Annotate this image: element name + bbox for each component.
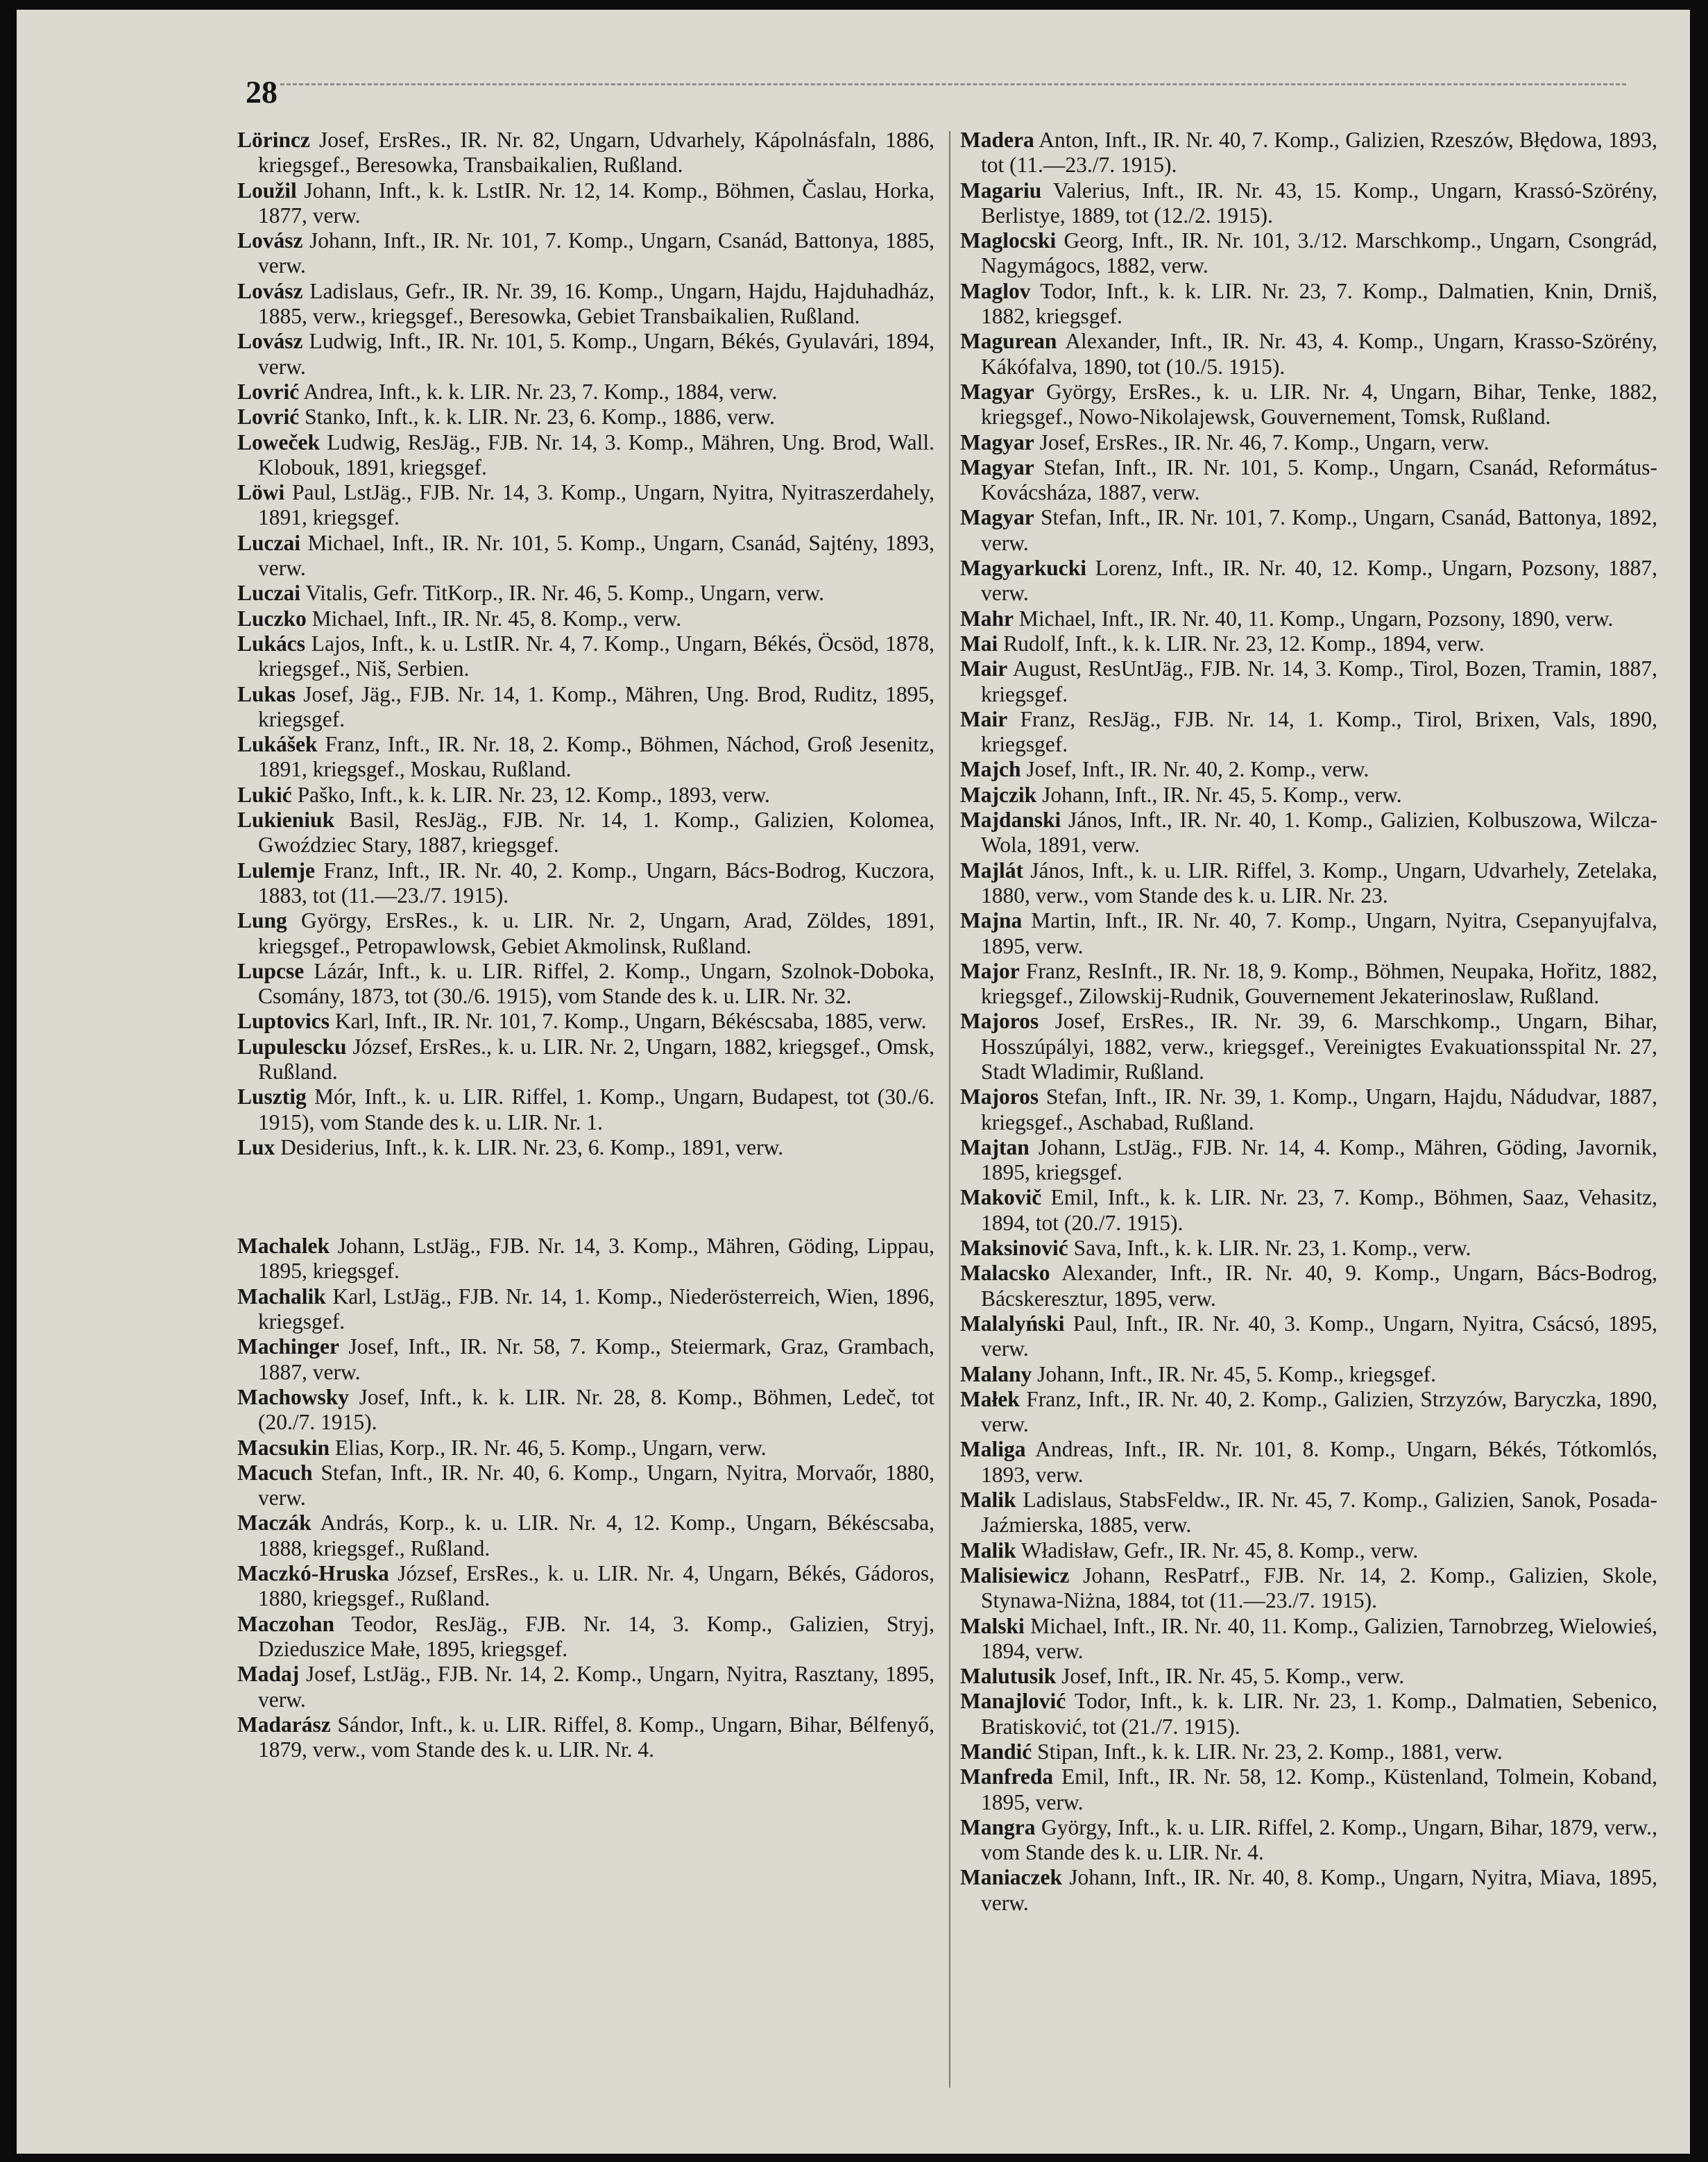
casualty-entry bbox=[237, 1334, 934, 1385]
casualty-entry bbox=[237, 1612, 934, 1662]
casualty-entry bbox=[960, 1563, 1657, 1614]
entry-details: Ludwig, ResJäg., FJB. Nr. 14, 3. Komp., Mähren, Ung. Brod, Wall. Klobouk, 1891, kriegsgef. bbox=[258, 429, 934, 479]
entry-details: Franz, Inft., IR. Nr. 40, 2. Komp., Ungarn, Bács-Bodrog, Kuczora, 1883, tot (11.—23./7. 1915). bbox=[258, 858, 935, 908]
left-column bbox=[237, 128, 934, 1762]
entry-details: Paul, LstJäg., FJB. Nr. 14, 3. Komp., Ungarn, Nyitra, Nyitraszerdahely, 1891, kriegsgef. bbox=[258, 480, 934, 530]
casualty-entry bbox=[960, 1614, 1657, 1665]
entry-details: Ladislaus, Gefr., IR. Nr. 39, 16. Komp., Ungarn, Hajdu, Hajduhadház, 1885, verw., kriegsgef., Beresowka, Gebiet Transbaikalien, Rußland. bbox=[258, 278, 935, 329]
entry-details: Stipan, Inft., k. k. LIR. Nr. 23, 2. Komp., 1881, verw. bbox=[1037, 1739, 1503, 1764]
casualty-entry bbox=[960, 329, 1657, 380]
entry-surname: Lusztig bbox=[237, 1084, 307, 1109]
entry-surname: Lovrić bbox=[237, 379, 300, 404]
casualty-entry bbox=[960, 959, 1657, 1010]
casualty-entry bbox=[960, 1865, 1657, 1916]
casualty-entry bbox=[237, 908, 934, 959]
casualty-entry bbox=[960, 631, 1657, 656]
casualty-entry bbox=[960, 1488, 1657, 1538]
entry-surname: Lovrić bbox=[237, 405, 300, 429]
casualty-entry bbox=[237, 228, 934, 279]
entry-details: Anton, Inft., IR. Nr. 40, 7. Komp., Galizien, Rzeszów, Błędowa, 1893, tot (11.—23./7. 1915). bbox=[981, 128, 1657, 178]
entry-surname: Loweček bbox=[237, 429, 320, 454]
casualty-entry bbox=[237, 732, 934, 783]
entry-surname: Majtan bbox=[960, 1134, 1030, 1159]
entry-details: Josef, Inft., IR. Nr. 40, 2. Komp., verw. bbox=[1026, 757, 1369, 782]
entry-details: Lorenz, Inft., IR. Nr. 40, 12. Komp., Ungarn, Pozsony, 1887, verw. bbox=[981, 556, 1657, 606]
casualty-entry bbox=[237, 405, 934, 429]
casualty-entry bbox=[960, 1387, 1657, 1438]
casualty-entry bbox=[960, 1538, 1657, 1563]
entry-surname: Maczák bbox=[237, 1510, 311, 1535]
entry-surname: Malutusik bbox=[960, 1664, 1057, 1689]
entry-details: Franz, ResJäg., FJB. Nr. 14, 1. Komp., Tirol, Brixen, Vals, 1890, kriegsgef. bbox=[981, 706, 1657, 757]
casualty-entry bbox=[960, 228, 1657, 279]
entry-details: Sava, Inft., k. k. LIR. Nr. 23, 1. Komp., verw. bbox=[1073, 1236, 1471, 1261]
entry-details: György, ErsRes., k. u. LIR. Nr. 2, Ungarn, Arad, Zöldes, 1891, kriegsgef., Petropawlowsk, Gebiet Akmolinsk, Rußland. bbox=[258, 908, 934, 958]
entry-surname: Machalek bbox=[237, 1234, 330, 1259]
entry-details: Johann, Inft., IR. Nr. 45, 5. Komp., kriegsgef. bbox=[1037, 1361, 1436, 1386]
entry-details: György, ErsRes., k. u. LIR. Nr. 4, Ungarn, Bihar, Tenke, 1882, kriegsgef., Nowo-Nikolajewsk, Gouvernement, Tomsk, Rußland. bbox=[981, 379, 1658, 429]
entry-surname: Lukas bbox=[237, 681, 296, 706]
entry-surname: Majlát bbox=[960, 858, 1023, 883]
entry-details: Johann, ResPatrf., FJB. Nr. 14, 2. Komp., Galizien, Skole, Stynawa-Niżna, 1884, tot (11.—23./7. 1915). bbox=[981, 1563, 1657, 1613]
entry-details: Emil, Inft., IR. Nr. 58, 12. Komp., Küstenland, Tolmein, Koband, 1895, verw. bbox=[981, 1764, 1658, 1814]
entry-details: Josef, ErsRes., IR. Nr. 82, Ungarn, Udvarhely, Kápolnásfaln, 1886, kriegsgef., Beresowka, Transbaikalien, Rußland. bbox=[258, 128, 934, 178]
entry-surname: Maczohan bbox=[237, 1611, 334, 1636]
casualty-entry bbox=[960, 1689, 1657, 1739]
entry-details: Karl, LstJäg., FJB. Nr. 14, 1. Komp., Niederösterreich, Wien, 1896, kriegsgef. bbox=[258, 1284, 934, 1334]
entry-details: János, Inft., IR. Nr. 40, 1. Komp., Galizien, Kolbuszowa, Wilcza-Wola, 1891, verw. bbox=[981, 808, 1658, 858]
casualty-entry bbox=[960, 455, 1657, 506]
entry-surname: Madera bbox=[960, 128, 1034, 152]
entry-details: Stefan, Inft., IR. Nr. 39, 1. Komp., Ungarn, Hajdu, Nádudvar, 1887, kriegsgef., Aschabad, Rußland. bbox=[981, 1084, 1658, 1134]
entry-details: Josef, ErsRes., IR. Nr. 46, 7. Komp., Ungarn, verw. bbox=[1039, 429, 1489, 454]
entry-surname: Lung bbox=[237, 908, 287, 933]
entry-surname: Madarász bbox=[237, 1712, 331, 1737]
entry-surname: Malik bbox=[960, 1488, 1016, 1513]
entry-surname: Lupulescku bbox=[237, 1034, 347, 1059]
casualty-entry bbox=[237, 1284, 934, 1335]
casualty-entry bbox=[237, 531, 934, 581]
entry-surname: Macuch bbox=[237, 1460, 313, 1485]
casualty-entry bbox=[960, 908, 1657, 959]
entry-surname: Lukács bbox=[237, 631, 306, 656]
entry-details: Johann, LstJäg., FJB. Nr. 14, 3. Komp., Mähren, Göding, Lippau, 1895, kriegsgef. bbox=[258, 1234, 934, 1284]
casualty-entry bbox=[237, 380, 934, 405]
casualty-entry bbox=[237, 1510, 934, 1561]
entry-details: Alexander, Inft., IR. Nr. 40, 9. Komp., Ungarn, Bács-Bodrog, Bácskeresztur, 1895, verw. bbox=[981, 1261, 1657, 1311]
entry-surname: Lovász bbox=[237, 228, 303, 253]
entry-details: Johann, LstJäg., FJB. Nr. 14, 4. Komp., Mähren, Göding, Javornik, 1895, kriegsgef. bbox=[981, 1134, 1658, 1185]
entry-surname: Machowsky bbox=[237, 1384, 350, 1409]
entry-surname: Lulemje bbox=[237, 858, 315, 883]
entry-surname: Magyar bbox=[960, 454, 1034, 479]
entry-details: Paul, Inft., IR. Nr. 40, 3. Komp., Ungarn, Nyitra, Csácsó, 1895, verw. bbox=[981, 1311, 1657, 1361]
entry-surname: Luczai bbox=[237, 530, 300, 555]
entry-details: Martin, Inft., IR. Nr. 40, 7. Komp., Ungarn, Nyitra, Csepanyujfalva, 1895, verw. bbox=[981, 908, 1657, 958]
entry-details: Todor, Inft., k. k. LIR. Nr. 23, 1. Komp., Dalmatien, Sebenico, Bratisković, tot (21./7. 1915). bbox=[981, 1689, 1658, 1739]
entry-details: György, Inft., k. u. LIR. Riffel, 2. Komp., Ungarn, Bihar, 1879, verw., vom Stande des k. u. LIR. Nr. 4. bbox=[981, 1814, 1657, 1865]
entry-surname: Maczkó-Hruska bbox=[237, 1561, 389, 1586]
casualty-entry bbox=[237, 1662, 934, 1712]
casualty-entry bbox=[960, 505, 1657, 556]
entry-details: Franz, Inft., IR. Nr. 18, 2. Komp., Böhmen, Náchod, Groß Jesenitz, 1891, kriegsgef., Moskau, Rußland. bbox=[258, 732, 935, 782]
entry-details: Stefan, Inft., IR. Nr. 101, 5. Komp., Ungarn, Csanád, Református-Kovácsháza, 1887, verw. bbox=[981, 454, 1658, 505]
casualty-entry bbox=[237, 1135, 934, 1160]
casualty-entry bbox=[237, 1561, 934, 1612]
entry-surname: Maniaczek bbox=[960, 1865, 1062, 1890]
casualty-entry bbox=[237, 606, 934, 631]
entry-surname: Magyar bbox=[960, 379, 1034, 404]
casualty-entry bbox=[960, 1261, 1657, 1311]
casualty-entry bbox=[237, 128, 934, 178]
entry-surname: Lux bbox=[237, 1134, 275, 1159]
scanned-page bbox=[17, 10, 1690, 2154]
entry-surname: Malski bbox=[960, 1613, 1025, 1638]
entry-surname: Magyar bbox=[960, 429, 1034, 454]
entry-details: Valerius, Inft., IR. Nr. 43, 15. Komp., Ungarn, Krassó-Szörény, Berlistye, 1889, tot (12./2. 1915). bbox=[981, 178, 1658, 228]
entry-details: Michael, Inft., IR. Nr. 45, 8. Komp., verw. bbox=[311, 606, 682, 631]
casualty-entry bbox=[237, 1436, 934, 1461]
header-rule bbox=[280, 83, 1626, 85]
entry-details: Rudolf, Inft., k. k. LIR. Nr. 23, 12. Komp., 1894, verw. bbox=[1003, 631, 1485, 656]
casualty-entry bbox=[237, 959, 934, 1010]
entry-surname: Majoros bbox=[960, 1084, 1039, 1109]
entry-details: Josef, Jäg., FJB. Nr. 14, 1. Komp., Mähren, Ung. Brod, Ruditz, 1895, kriegsgef. bbox=[258, 681, 934, 731]
casualty-entry bbox=[960, 279, 1657, 330]
entry-surname: Majoros bbox=[960, 1009, 1039, 1034]
casualty-entry bbox=[960, 757, 1657, 782]
entry-details: Georg, Inft., IR. Nr. 101, 3./12. Marschkomp., Ungarn, Csongrád, Nagymágocs, 1882, verw. bbox=[981, 228, 1657, 278]
casualty-entry bbox=[960, 656, 1657, 707]
entry-details: Johann, Inft., IR. Nr. 40, 8. Komp., Ungarn, Nyitra, Miava, 1895, verw. bbox=[981, 1865, 1658, 1915]
entry-details: József, ErsRes., k. u. LIR. Nr. 4, Ungarn, Békés, Gádoros, 1880, kriegsgef., Rußland. bbox=[258, 1561, 934, 1611]
casualty-entry bbox=[237, 581, 934, 606]
entry-details: Stefan, Inft., IR. Nr. 40, 6. Komp., Ungarn, Nyitra, Morvaőr, 1880, verw. bbox=[258, 1460, 935, 1510]
entry-surname: Mai bbox=[960, 631, 998, 656]
entry-surname: Mair bbox=[960, 706, 1008, 731]
entry-surname: Mair bbox=[960, 656, 1008, 681]
entry-surname: Madaj bbox=[237, 1662, 300, 1687]
casualty-entry bbox=[237, 1035, 934, 1085]
casualty-entry bbox=[960, 1739, 1657, 1764]
entry-details: Vitalis, Gefr. TitKorp., IR. Nr. 46, 5. Komp., Ungarn, verw. bbox=[305, 581, 824, 606]
casualty-entry bbox=[960, 430, 1657, 455]
entry-details: Elias, Korp., IR. Nr. 46, 5. Komp., Ungarn, verw. bbox=[334, 1435, 767, 1460]
entry-surname: Lukášek bbox=[237, 732, 318, 757]
casualty-entry bbox=[960, 1664, 1657, 1689]
casualty-entry bbox=[960, 808, 1657, 858]
entry-details: Michael, Inft., IR. Nr. 40, 11. Komp., Ungarn, Pozsony, 1890, verw. bbox=[1018, 606, 1614, 631]
entry-surname: Makovič bbox=[960, 1185, 1042, 1210]
entry-details: Josef, Inft., IR. Nr. 58, 7. Komp., Steiermark, Graz, Grambach, 1887, verw. bbox=[258, 1334, 934, 1384]
entry-surname: Magurean bbox=[960, 329, 1057, 354]
casualty-entry bbox=[960, 1009, 1657, 1084]
casualty-entry bbox=[237, 682, 934, 733]
entry-surname: Lörincz bbox=[237, 128, 310, 152]
entry-surname: Loužil bbox=[237, 178, 297, 203]
casualty-entry bbox=[237, 1084, 934, 1135]
casualty-entry bbox=[960, 783, 1657, 808]
entry-details: Karl, Inft., IR. Nr. 101, 7. Komp., Ungarn, Békéscsaba, 1885, verw. bbox=[334, 1009, 927, 1034]
entry-details: Franz, ResInft., IR. Nr. 18, 9. Komp., Böhmen, Neupaka, Hořitz, 1882, kriegsgef., Zilowskij-Rudnik, Gouvernement Jekaterinoslaw, Rußland. bbox=[981, 958, 1657, 1009]
entry-details: Josef, ErsRes., IR. Nr. 39, 6. Marschkomp., Ungarn, Bihar, Hosszúpályi, 1882, verw., kriegsgef., Vereinigtes Evakuationsspital Nr. 27, Stadt Wladimir, Rußland. bbox=[981, 1009, 1658, 1084]
entry-surname: Małek bbox=[960, 1386, 1020, 1411]
entry-details: Lázár, Inft., k. u. LIR. Riffel, 2. Komp., Ungarn, Szolnok-Doboka, Csomány, 1873, tot (30./6. 1915), vom Stande des k. u. LIR. Nr. 32. bbox=[258, 958, 935, 1009]
entry-details: Teodor, ResJäg., FJB. Nr. 14, 3. Komp., Galizien, Stryj, Dzieduszice Małe, 1895, kriegsgef. bbox=[258, 1611, 934, 1661]
entry-surname: Magyar bbox=[960, 505, 1034, 530]
entry-surname: Mangra bbox=[960, 1814, 1036, 1839]
entry-details: Andreas, Inft., IR. Nr. 101, 8. Komp., Ungarn, Békés, Tótkomlós, 1893, verw. bbox=[981, 1437, 1657, 1487]
entry-surname: Machinger bbox=[237, 1334, 339, 1359]
entry-surname: Magariu bbox=[960, 178, 1042, 203]
entry-surname: Machalik bbox=[237, 1284, 326, 1309]
entry-details: András, Korp., k. u. LIR. Nr. 4, 12. Komp., Ungarn, Békéscsaba, 1888, kriegsgef., Rußland. bbox=[258, 1510, 934, 1560]
entry-surname: Malisiewicz bbox=[960, 1563, 1070, 1588]
column-divider bbox=[949, 131, 950, 2088]
casualty-entry bbox=[960, 606, 1657, 631]
entry-details: János, Inft., k. u. LIR. Riffel, 3. Komp., Ungarn, Udvarhely, Zetelaka, 1880, verw., vom Stande des k. u. LIR. Nr. 23. bbox=[981, 858, 1658, 908]
entry-details: Alexander, Inft., IR. Nr. 43, 4. Komp., Ungarn, Krasso-Szörény, Kákófalva, 1890, tot (10./5. 1915). bbox=[981, 329, 1657, 379]
entry-surname: Malany bbox=[960, 1361, 1032, 1386]
entry-details: Michael, Inft., IR. Nr. 101, 5. Komp., Ungarn, Csanád, Sajtény, 1893, verw. bbox=[258, 530, 935, 581]
entry-details: Todor, Inft., k. k. LIR. Nr. 23, 7. Komp., Dalmatien, Knin, Drniš, 1882, kriegsgef. bbox=[981, 278, 1657, 329]
entry-surname: Magyarkucki bbox=[960, 556, 1087, 581]
casualty-entry bbox=[960, 1185, 1657, 1236]
entry-surname: Macsukin bbox=[237, 1435, 330, 1460]
entry-details: Stefan, Inft., IR. Nr. 101, 7. Komp., Ungarn, Csanád, Battonya, 1892, verw. bbox=[981, 505, 1658, 555]
casualty-entry bbox=[237, 858, 934, 909]
casualty-entry bbox=[237, 279, 934, 330]
entry-surname: Luptovics bbox=[237, 1009, 330, 1034]
casualty-entry bbox=[237, 178, 934, 229]
entry-details: Michael, Inft., IR. Nr. 40, 11. Komp., Galizien, Tarnobrzeg, Wielowieś, 1894, verw. bbox=[981, 1613, 1657, 1663]
entry-surname: Löwi bbox=[237, 480, 285, 505]
entry-surname: Majczik bbox=[960, 782, 1037, 807]
casualty-entry bbox=[237, 1385, 934, 1436]
entry-details: Josef, Inft., IR. Nr. 45, 5. Komp., verw. bbox=[1061, 1664, 1405, 1689]
entry-surname: Malacsko bbox=[960, 1261, 1050, 1286]
entry-surname: Maglocski bbox=[960, 228, 1057, 253]
entry-surname: Manfreda bbox=[960, 1764, 1054, 1789]
casualty-entry bbox=[960, 1311, 1657, 1362]
entry-surname: Mandić bbox=[960, 1739, 1032, 1764]
casualty-entry bbox=[960, 556, 1657, 606]
entry-details: Johann, Inft., IR. Nr. 45, 5. Komp., verw. bbox=[1042, 782, 1402, 807]
entry-surname: Maglov bbox=[960, 278, 1031, 303]
casualty-entry bbox=[237, 808, 934, 858]
entry-details: Josef, Inft., k. k. LIR. Nr. 28, 8. Komp., Böhmen, Ledeč, tot (20./7. 1915). bbox=[258, 1384, 934, 1435]
entry-details: Mór, Inft., k. u. LIR. Riffel, 1. Komp., Ungarn, Budapest, tot (30./6. 1915), vom Stande des k. u. LIR. Nr. 1. bbox=[258, 1084, 935, 1134]
entry-surname: Mahr bbox=[960, 606, 1014, 631]
entry-surname: Lovász bbox=[237, 329, 303, 354]
casualty-entry bbox=[237, 1009, 934, 1034]
entry-details: József, ErsRes., k. u. LIR. Nr. 2, Ungarn, 1882, kriegsgef., Omsk, Rußland. bbox=[258, 1034, 935, 1084]
entry-details: Władisław, Gefr., IR. Nr. 45, 8. Komp., verw. bbox=[1020, 1538, 1419, 1563]
casualty-entry bbox=[237, 480, 934, 531]
casualty-entry bbox=[960, 178, 1657, 229]
right-column bbox=[960, 128, 1657, 1916]
entry-surname: Lupcse bbox=[237, 958, 305, 983]
entry-surname: Malalyński bbox=[960, 1311, 1065, 1336]
casualty-entry bbox=[237, 430, 934, 481]
entry-details: Lajos, Inft., k. u. LstIR. Nr. 4, 7. Komp., Ungarn, Békés, Öcsöd, 1878, kriegsgef., Niš, Serbien. bbox=[258, 631, 935, 681]
entry-surname: Manajlović bbox=[960, 1689, 1066, 1714]
entry-details: Ladislaus, StabsFeldw., IR. Nr. 45, 7. Komp., Galizien, Sanok, Posada-Jaźmierska, 1885, verw. bbox=[981, 1488, 1658, 1538]
entry-surname: Major bbox=[960, 958, 1020, 983]
entry-surname: Maksinović bbox=[960, 1236, 1068, 1261]
casualty-entry bbox=[960, 1764, 1657, 1815]
entry-details: Josef, LstJäg., FJB. Nr. 14, 2. Komp., Ungarn, Nyitra, Rasztany, 1895, verw. bbox=[258, 1662, 934, 1712]
casualty-entry bbox=[960, 1084, 1657, 1135]
entry-details: Basil, ResJäg., FJB. Nr. 14, 1. Komp., Galizien, Kolomea, Gwoździec Stary, 1887, kriegsgef. bbox=[258, 808, 934, 858]
entry-surname: Lukieniuk bbox=[237, 808, 335, 833]
casualty-entry bbox=[960, 380, 1657, 430]
entry-details: Andrea, Inft., k. k. LIR. Nr. 23, 7. Komp., 1884, verw. bbox=[303, 379, 778, 404]
casualty-entry bbox=[237, 631, 934, 682]
page-number: 28 bbox=[246, 74, 277, 110]
entry-details: Paško, Inft., k. k. LIR. Nr. 23, 12. Komp., 1893, verw. bbox=[297, 782, 770, 807]
entry-details: Sándor, Inft., k. u. LIR. Riffel, 8. Komp., Ungarn, Bihar, Bélfenyő, 1879, verw., vom Stande des k. u. LIR. Nr. 4. bbox=[258, 1712, 935, 1762]
entry-details: Ludwig, Inft., IR. Nr. 101, 5. Komp., Ungarn, Békés, Gyulavári, 1894, verw. bbox=[258, 329, 934, 379]
entry-details: Johann, Inft., k. k. LstIR. Nr. 12, 14. Komp., Böhmen, Časlau, Horka, 1877, verw. bbox=[258, 178, 934, 228]
casualty-entry bbox=[960, 707, 1657, 758]
entry-surname: Malik bbox=[960, 1538, 1016, 1563]
casualty-entry bbox=[960, 1362, 1657, 1387]
casualty-entry bbox=[237, 1461, 934, 1511]
entry-details: Franz, Inft., IR. Nr. 40, 2. Komp., Galizien, Strzyzów, Baryczka, 1890, verw. bbox=[981, 1386, 1658, 1437]
entry-surname: Majna bbox=[960, 908, 1023, 933]
casualty-entry bbox=[237, 329, 934, 380]
casualty-entry bbox=[960, 858, 1657, 909]
casualty-entry bbox=[960, 1815, 1657, 1866]
casualty-entry bbox=[237, 1234, 934, 1284]
entry-details: Johann, Inft., IR. Nr. 101, 7. Komp., Ungarn, Csanád, Battonya, 1885, verw. bbox=[258, 228, 935, 278]
entry-surname: Lukić bbox=[237, 782, 292, 807]
entry-surname: Majdanski bbox=[960, 808, 1061, 833]
entry-surname: Lovász bbox=[237, 278, 303, 303]
casualty-entry bbox=[960, 128, 1657, 178]
entry-surname: Luczai bbox=[237, 581, 300, 606]
casualty-entry bbox=[237, 783, 934, 808]
entry-details: Stanko, Inft., k. k. LIR. Nr. 23, 6. Komp., 1886, verw. bbox=[305, 405, 775, 429]
entry-details: Emil, Inft., k. k. LIR. Nr. 23, 7. Komp., Böhmen, Saaz, Vehasitz, 1894, tot (20./7. 1915). bbox=[981, 1185, 1658, 1235]
section-gap bbox=[237, 1160, 934, 1234]
entry-surname: Luczko bbox=[237, 606, 307, 631]
casualty-entry bbox=[960, 1437, 1657, 1488]
entry-details: August, ResUntJäg., FJB. Nr. 14, 3. Komp., Tirol, Bozen, Tramin, 1887, kriegsgef. bbox=[981, 656, 1657, 706]
casualty-entry bbox=[960, 1236, 1657, 1261]
entry-surname: Maliga bbox=[960, 1437, 1026, 1462]
entry-surname: Majch bbox=[960, 757, 1021, 782]
casualty-entry bbox=[237, 1712, 934, 1763]
casualty-entry bbox=[960, 1135, 1657, 1186]
entry-details: Desiderius, Inft., k. k. LIR. Nr. 23, 6. Komp., 1891, verw. bbox=[280, 1134, 784, 1159]
